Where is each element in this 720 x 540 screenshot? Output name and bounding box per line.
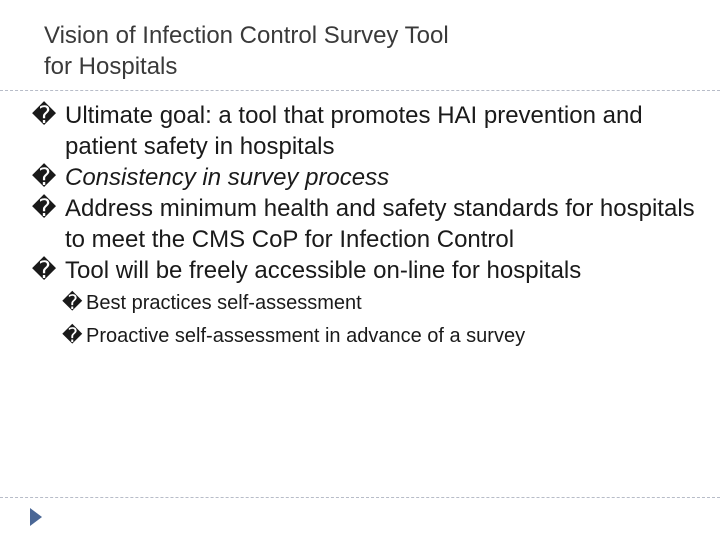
bullet-item [30, 255, 710, 286]
sub-bullet-list [30, 287, 710, 353]
bullet-item [30, 162, 710, 193]
title-divider [0, 90, 720, 91]
next-slide-triangle-icon[interactable] [30, 508, 42, 526]
slide-title [44, 20, 664, 82]
slide-title-line-1: Vision of Infection Control Survey Tool [44, 22, 449, 49]
footer-divider [0, 497, 720, 498]
bullet-item [30, 193, 710, 255]
bullet-text: Ultimate goal: a tool that promotes HAI prevention and patient safety in hospitals [65, 102, 643, 160]
sub-bullet-marker-icon: � [62, 292, 83, 314]
sub-bullet-item [30, 320, 710, 353]
bullet-text: Consistency in survey process [65, 164, 390, 191]
sub-bullet-text: Best practices self-assessment [86, 292, 362, 314]
sub-bullet-text: Proactive self-assessment in advance of a survey [86, 325, 526, 347]
bullet-text: Tool will be freely accessible on-line for hospitals [65, 257, 582, 284]
bullet-marker-icon: � [31, 164, 57, 191]
bullet-marker-icon: � [31, 195, 57, 222]
bullet-text: Address minimum health and safety standards for hospitals to meet the CMS CoP for Infection Control [65, 195, 695, 253]
bullet-marker-icon: � [31, 102, 57, 129]
slide-title-line-2: for Hospitals [44, 53, 178, 80]
sub-bullet-marker-icon: � [62, 325, 83, 347]
bullet-marker-icon: � [31, 257, 57, 284]
bullet-item [30, 100, 710, 162]
bullet-list [30, 100, 710, 353]
sub-bullet-item [30, 287, 710, 320]
